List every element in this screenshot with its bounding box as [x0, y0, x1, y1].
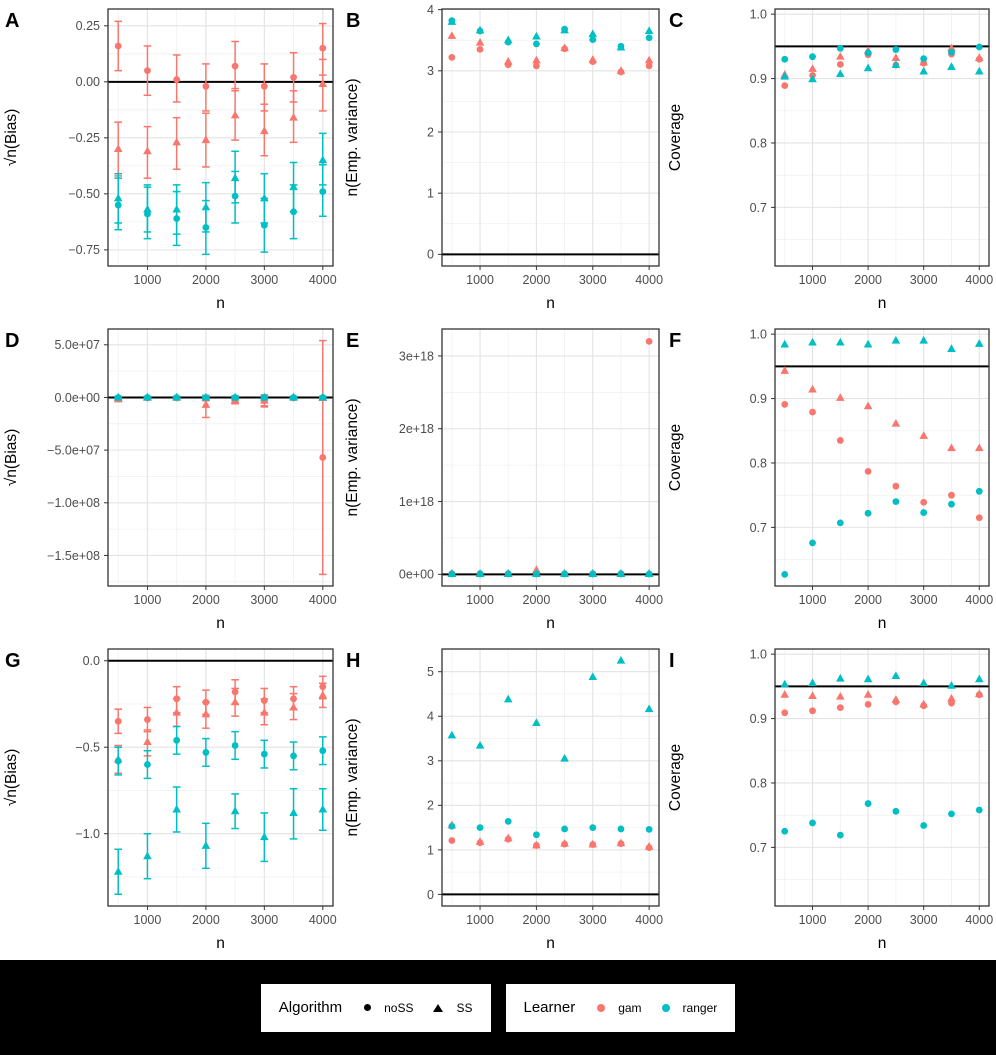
chart-C [664, 0, 996, 320]
x-tick-label: 2000 [191, 273, 220, 287]
panel-letter: H [346, 650, 361, 672]
x-tick-label: 3000 [250, 913, 279, 927]
y-tick-label: 3 [427, 64, 434, 79]
x-tick-label: 1000 [798, 273, 827, 287]
y-tick-label: 5.0e+07 [54, 338, 100, 353]
y-tick-label: 0.9 [749, 711, 767, 726]
panel-C [664, 0, 996, 320]
x-tick-label: 1000 [798, 913, 827, 927]
y-tick-label: 0.0e+00 [54, 390, 100, 405]
y-tick-label: 0.8 [749, 136, 767, 151]
panel-letter: B [346, 10, 361, 32]
triangle-marker-icon [433, 1004, 443, 1012]
panel-F [664, 320, 996, 640]
panel-letter: E [346, 330, 360, 352]
x-axis-title: n [877, 295, 887, 312]
y-tick-label: 1.0 [749, 7, 767, 22]
legend-algorithm-title: Algorithm [278, 999, 343, 1016]
y-tick-label: 0e+00 [398, 567, 434, 582]
x-tick-label: 4000 [308, 273, 337, 287]
x-tick-label: 4000 [635, 913, 664, 927]
chart-D [0, 320, 341, 640]
panel-letter: G [5, 650, 21, 672]
x-tick-label: 1000 [466, 913, 494, 927]
legend-item-SS [433, 1001, 472, 1015]
x-tick-label: 2000 [191, 593, 220, 607]
y-axis-title: n(Emp. variance) [344, 718, 361, 837]
x-tick-label: 2000 [522, 593, 551, 607]
y-tick-label: 4 [427, 709, 434, 724]
y-tick-label: 2 [427, 798, 434, 813]
x-axis-title: n [216, 615, 225, 632]
x-tick-label: 3000 [578, 913, 607, 927]
chart-E [341, 320, 664, 640]
x-tick-label: 1000 [798, 593, 827, 607]
x-tick-label: 3000 [250, 593, 279, 607]
y-tick-label: 0.7 [749, 200, 767, 215]
y-tick-label: 0.8 [749, 776, 767, 791]
y-tick-label: −1.5e+08 [47, 548, 100, 563]
y-tick-label: −0.5 [75, 740, 100, 755]
y-tick-label: −0.25 [68, 131, 100, 146]
legend-algorithm [261, 984, 491, 1032]
x-tick-label: 3000 [578, 593, 607, 607]
y-tick-label: 1e+18 [398, 494, 434, 509]
x-tick-label: 4000 [308, 913, 337, 927]
ranger-color-dot-icon [662, 1004, 670, 1012]
x-tick-label: 1000 [466, 593, 494, 607]
y-tick-label: −1.0e+08 [47, 496, 100, 511]
y-tick-label: 5 [427, 665, 434, 680]
y-tick-label: 0.9 [749, 391, 767, 406]
y-tick-label: 0.7 [749, 520, 767, 535]
legend-item-label: noSS [384, 1000, 414, 1015]
x-tick-label: 2000 [191, 913, 220, 927]
panel-letter: A [5, 10, 20, 32]
x-axis-title: n [877, 615, 887, 632]
panel-letter: F [669, 330, 682, 352]
x-tick-label: 2000 [854, 273, 883, 287]
panel-G [0, 640, 341, 960]
y-tick-label: 1.0 [749, 327, 767, 342]
x-tick-label: 1000 [133, 593, 162, 607]
x-tick-label: 3000 [909, 593, 938, 607]
y-tick-label: −1.0 [75, 827, 100, 842]
panel-letter: D [5, 330, 20, 352]
legend-learner [506, 984, 736, 1032]
y-tick-label: 2e+18 [398, 422, 434, 437]
circle-marker-icon [364, 1004, 371, 1011]
x-axis-title: n [877, 935, 887, 952]
chart-H [341, 640, 664, 960]
x-tick-label: 4000 [308, 593, 337, 607]
x-tick-label: 4000 [965, 913, 994, 927]
legend-learner-title: Learner [523, 999, 576, 1016]
x-axis-title: n [546, 615, 555, 632]
y-tick-label: −5.0e+07 [47, 443, 100, 458]
y-axis-title: √n(Bias) [3, 428, 20, 487]
chart-B [341, 0, 664, 320]
x-tick-label: 4000 [965, 273, 994, 287]
legend-footer [0, 960, 996, 1055]
x-tick-label: 4000 [635, 593, 664, 607]
y-axis-title: n(Emp. variance) [344, 398, 361, 517]
chart-A [0, 0, 341, 320]
y-tick-label: 0 [427, 247, 434, 262]
chart-F [664, 320, 996, 640]
y-tick-label: 3e+18 [398, 349, 434, 364]
y-tick-label: 3 [427, 754, 434, 769]
y-tick-label: 1.0 [749, 647, 767, 662]
x-axis-title: n [216, 935, 225, 952]
panel-E [341, 320, 664, 640]
legend-item-noSS [364, 1001, 413, 1015]
panel-A [0, 0, 341, 320]
panel-letter: I [669, 650, 675, 672]
x-axis-title: n [546, 935, 555, 952]
y-tick-label: 0.8 [749, 456, 767, 471]
y-axis-title: Coverage [667, 423, 684, 492]
panel-B [341, 0, 664, 320]
y-tick-label: −0.75 [68, 243, 100, 258]
x-tick-label: 2000 [522, 913, 551, 927]
x-tick-label: 3000 [909, 913, 938, 927]
x-tick-label: 3000 [250, 273, 279, 287]
panel-letter: C [669, 10, 684, 32]
x-tick-label: 1000 [133, 273, 162, 287]
panel-D [0, 320, 341, 640]
y-axis-title: √n(Bias) [3, 748, 20, 807]
gam-color-dot-icon [597, 1004, 605, 1012]
y-tick-label: 0 [427, 887, 434, 902]
legend-item-ranger [662, 1001, 718, 1015]
x-tick-label: 3000 [578, 273, 607, 287]
y-tick-label: 0.0 [82, 654, 100, 669]
x-axis-title: n [546, 295, 555, 312]
y-tick-label: 0.9 [749, 71, 767, 86]
y-tick-label: 2 [427, 125, 434, 140]
chart-G [0, 640, 341, 960]
y-tick-label: 4 [427, 2, 434, 17]
x-axis-title: n [216, 295, 225, 312]
panel-H [341, 640, 664, 960]
legend-item-label: gam [618, 1000, 642, 1015]
x-tick-label: 1000 [133, 913, 162, 927]
legend-item-label: ranger [682, 1000, 718, 1015]
x-tick-label: 2000 [854, 593, 883, 607]
y-tick-label: 0.00 [75, 75, 100, 90]
x-tick-label: 3000 [909, 273, 938, 287]
legend-item-gam [597, 1001, 641, 1015]
x-tick-label: 1000 [466, 273, 494, 287]
x-tick-label: 4000 [635, 273, 664, 287]
y-axis-title: n(Emp. variance) [344, 78, 361, 197]
panel-I [664, 640, 996, 960]
y-tick-label: 0.7 [749, 840, 767, 855]
y-axis-title: Coverage [667, 103, 684, 172]
y-tick-label: −0.50 [68, 187, 100, 202]
y-axis-title: Coverage [667, 743, 684, 812]
y-tick-label: 1 [427, 186, 434, 201]
x-tick-label: 4000 [965, 593, 994, 607]
chart-I [664, 640, 996, 960]
y-axis-title: √n(Bias) [3, 108, 20, 167]
y-tick-label: 0.25 [75, 19, 100, 34]
x-tick-label: 2000 [522, 273, 551, 287]
y-tick-label: 1 [427, 843, 434, 858]
legend-item-label: SS [456, 1000, 473, 1015]
x-tick-label: 2000 [854, 913, 883, 927]
